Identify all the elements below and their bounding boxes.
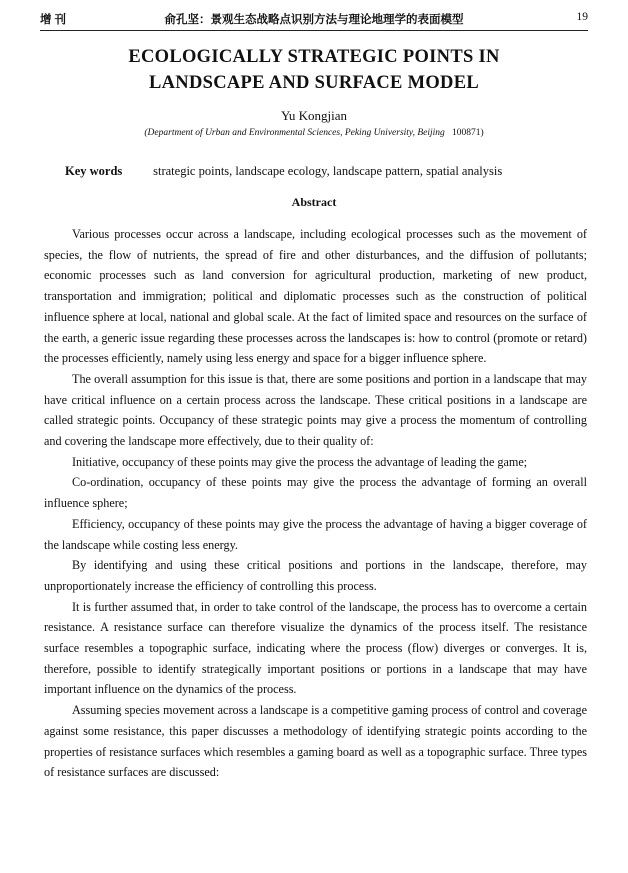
title-line-1: ECOLOGICALLY STRATEGIC POINTS IN	[128, 47, 500, 67]
page-number: 19	[576, 11, 588, 23]
author-name: Yu Kongjian	[280, 108, 348, 123]
abstract-paragraph: It is further assumed that, in order to take control of the landscape, the process has to overcome a certain resistance. A resistance surface can therefore visualize the dynamics of the process itself. The resistance surface resembles a topographic surface, indicating where the process (flow) diverges or converges. It is, therefore, possible to identify strategically important positions or portions in a landscape that may have important influence on the dynamics of the process.	[44, 599, 587, 697]
affiliation-zip: 100871)	[451, 128, 484, 138]
keywords-value: strategic points, landscape ecology, landscape pattern, spatial analysis	[153, 164, 503, 178]
abstract-heading: Abstract	[291, 195, 337, 209]
affiliation-text: (Department of Urban and Environmental Sciences, Peking University, Beijing	[144, 128, 445, 138]
running-head	[40, 8, 588, 31]
paper-title	[40, 44, 588, 96]
abstract-paragraph: Co-ordination, occupancy of these points may give the process the advantage of forming an overall influence sphere;	[44, 475, 587, 511]
abstract-paragraph: Efficiency, occupancy of these points may give the process the advantage of having a bigger coverage of the landscape while costing less energy.	[44, 516, 587, 552]
abstract-paragraph: By identifying and using these critical positions and portions in the landscape, therefore, may unproportionately increase the efficiency of controlling this process.	[44, 558, 587, 593]
running-title: 俞孔坚：景观生态战略点识别方法与理论地理学的表面模型	[164, 14, 464, 26]
journal-issue-label: 增刊	[40, 14, 69, 26]
keywords-line	[65, 164, 588, 179]
abstract-paragraph: Various processes occur across a landscape, including ecological processes such as the movement of species, the flow of nutrients, the spread of fire and other disturbances, and the diffusion of pollutants; economic processes such as land conversion for agricultural production, marketing of new product, transportation and immigration; political and diplomatic processes such as the construction of political influence sphere at local, national and global scale. At the fact of limited space and resources on the surface of the earth, a generic issue regarding these processes across the landscapes is: how to control (promote or retard) the processes efficiently, namely using less energy and space for a bigger influence sphere.	[44, 227, 587, 366]
title-line-2: LANDSCAPE AND SURFACE MODEL	[149, 73, 479, 93]
keywords-label: Key words	[65, 164, 123, 178]
abstract-body	[44, 224, 587, 783]
abstract-paragraph: Initiative, occupancy of these points may give the process the advantage of leading the game;	[72, 454, 528, 469]
abstract-paragraph: Assuming species movement across a landscape is a competitive gaming process of control and coverage against some resistance, this paper discusses a methodology of identifying strategic points according to the properties of resistance surfaces which resembles a gaming board as well as a topographic surface. Three types of resistance surfaces are discussed:	[44, 703, 587, 780]
author-affiliation	[40, 128, 588, 138]
abstract-paragraph: The overall assumption for this issue is that, there are some positions and portion in a landscape that may have critical influence on a certain process across the landscape. These critical positions in a landscape are called strategic points. Occupancy of these strategic points may give a process the momentum of controlling and covering the landscape more effectively, due to their quality of:	[44, 371, 587, 449]
